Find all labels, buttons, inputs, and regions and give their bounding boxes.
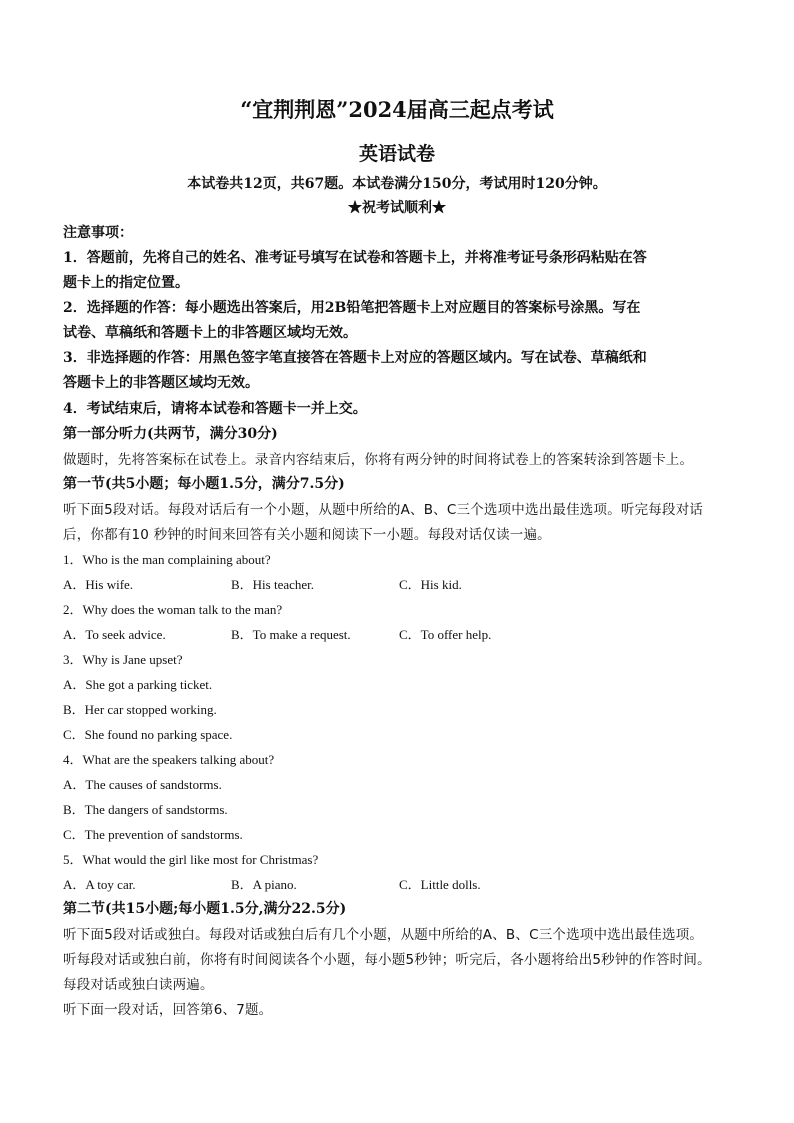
section1-heading: 第一节(共5小题；每小题1.5分，满分7.5分) <box>63 476 345 492</box>
exam-subtitle: 英语试卷 <box>358 143 435 165</box>
notes-item: 1．答题前，先将自己的姓名、准考证号填写在试卷和答题卡上，并将准考证号条形码粘贴在答 <box>63 250 647 266</box>
question-2-option-c: C．To offer help. <box>399 627 492 642</box>
question-1-stem: 1．Who is the man complaining about? <box>63 552 271 567</box>
notes-item: 试卷、草稿纸和答题卡上的非答题区域均无效。 <box>63 325 357 341</box>
notes-item: 2．选择题的作答：每小题选出答案后，用2B铅笔把答题卡上对应题目的答案标号涂黑。写在 <box>63 300 641 316</box>
section2-instruction: 每段对话或独白读两遍。 <box>63 977 214 993</box>
question-5-option-c: C．Little dolls. <box>399 877 481 892</box>
section2-instruction: 听下面5段对话或独白。每段对话或独白后有几个小题，从题中所给的A、B、C三个选项中选出最佳选项。 <box>63 927 704 943</box>
question-4-option-a: A．The causes of sandstorms. <box>63 777 222 792</box>
question-3-option-c: C．She found no parking space. <box>63 727 233 742</box>
question-4-option-c: C．The prevention of sandstorms. <box>63 827 243 842</box>
notes-item: 题卡上的指定位置。 <box>63 275 189 291</box>
section1-instruction: 听下面5段对话。每段对话后有一个小题，从题中所给的A、B、C三个选项中选出最佳选项。听完每段对话 <box>63 502 704 518</box>
notes-item: 3．非选择题的作答：用黑色签字笔直接答在答题卡上对应的答题区域内。写在试卷、草稿纸和 <box>63 350 647 366</box>
question-5-option-b: B．A piano. <box>231 877 297 892</box>
section2-prompt: 听下面一段对话，回答第6、7题。 <box>63 1002 273 1018</box>
question-1-option-a: A．His wife. <box>63 577 134 592</box>
exam-wish: ★祝考试顺利★ <box>348 200 446 216</box>
question-3-stem: 3．Why is Jane upset? <box>63 652 183 667</box>
exam-title: “宜荆荆恩”2024届高三起点考试 <box>240 97 554 122</box>
part1-instruction: 做题时，先将答案标在试卷上。录音内容结束后，你将有两分钟的时间将试卷上的答案转涂到答题卡上。 <box>63 452 694 468</box>
question-2-option-a: A．To seek advice. <box>63 627 166 642</box>
question-5-option-a: A．A toy car. <box>63 877 136 892</box>
question-1-option-b: B．His teacher. <box>231 577 315 592</box>
notes-item: 答题卡上的非答题区域均无效。 <box>63 375 259 391</box>
question-3-option-b: B．Her car stopped working. <box>63 702 217 717</box>
question-2-option-b: B．To make a request. <box>231 627 351 642</box>
question-3-option-a: A．She got a parking ticket. <box>63 677 213 692</box>
question-2-stem: 2．Why does the woman talk to the man? <box>63 602 283 617</box>
section2-heading: 第二节(共15小题;每小题1.5分,满分22.5分) <box>63 901 347 917</box>
part1-heading: 第一部分听力(共两节，满分30分) <box>63 426 278 442</box>
notes-item: 4．考试结束后，请将本试卷和答题卡一并上交。 <box>63 401 367 417</box>
question-5-stem: 5．What would the girl like most for Christmas? <box>63 852 319 867</box>
question-1-option-c: C．His kid. <box>399 577 462 592</box>
section2-instruction: 听每段对话或独白前，你将有时间阅读各个小题，每小题5秒钟；听完后，各小题将给出5秒钟的作答时间。 <box>63 952 711 968</box>
notes-heading: 注意事项： <box>63 225 133 241</box>
question-4-stem: 4．What are the speakers talking about? <box>63 752 275 767</box>
exam-info: 本试卷共12页，共67题。本试卷满分150分，考试用时120分钟。 <box>187 176 607 192</box>
section1-instruction: 后，你都有10 秒钟的时间来回答有关小题和阅读下一小题。每段对话仅读一遍。 <box>63 527 551 543</box>
question-4-option-b: B．The dangers of sandstorms. <box>63 802 228 817</box>
